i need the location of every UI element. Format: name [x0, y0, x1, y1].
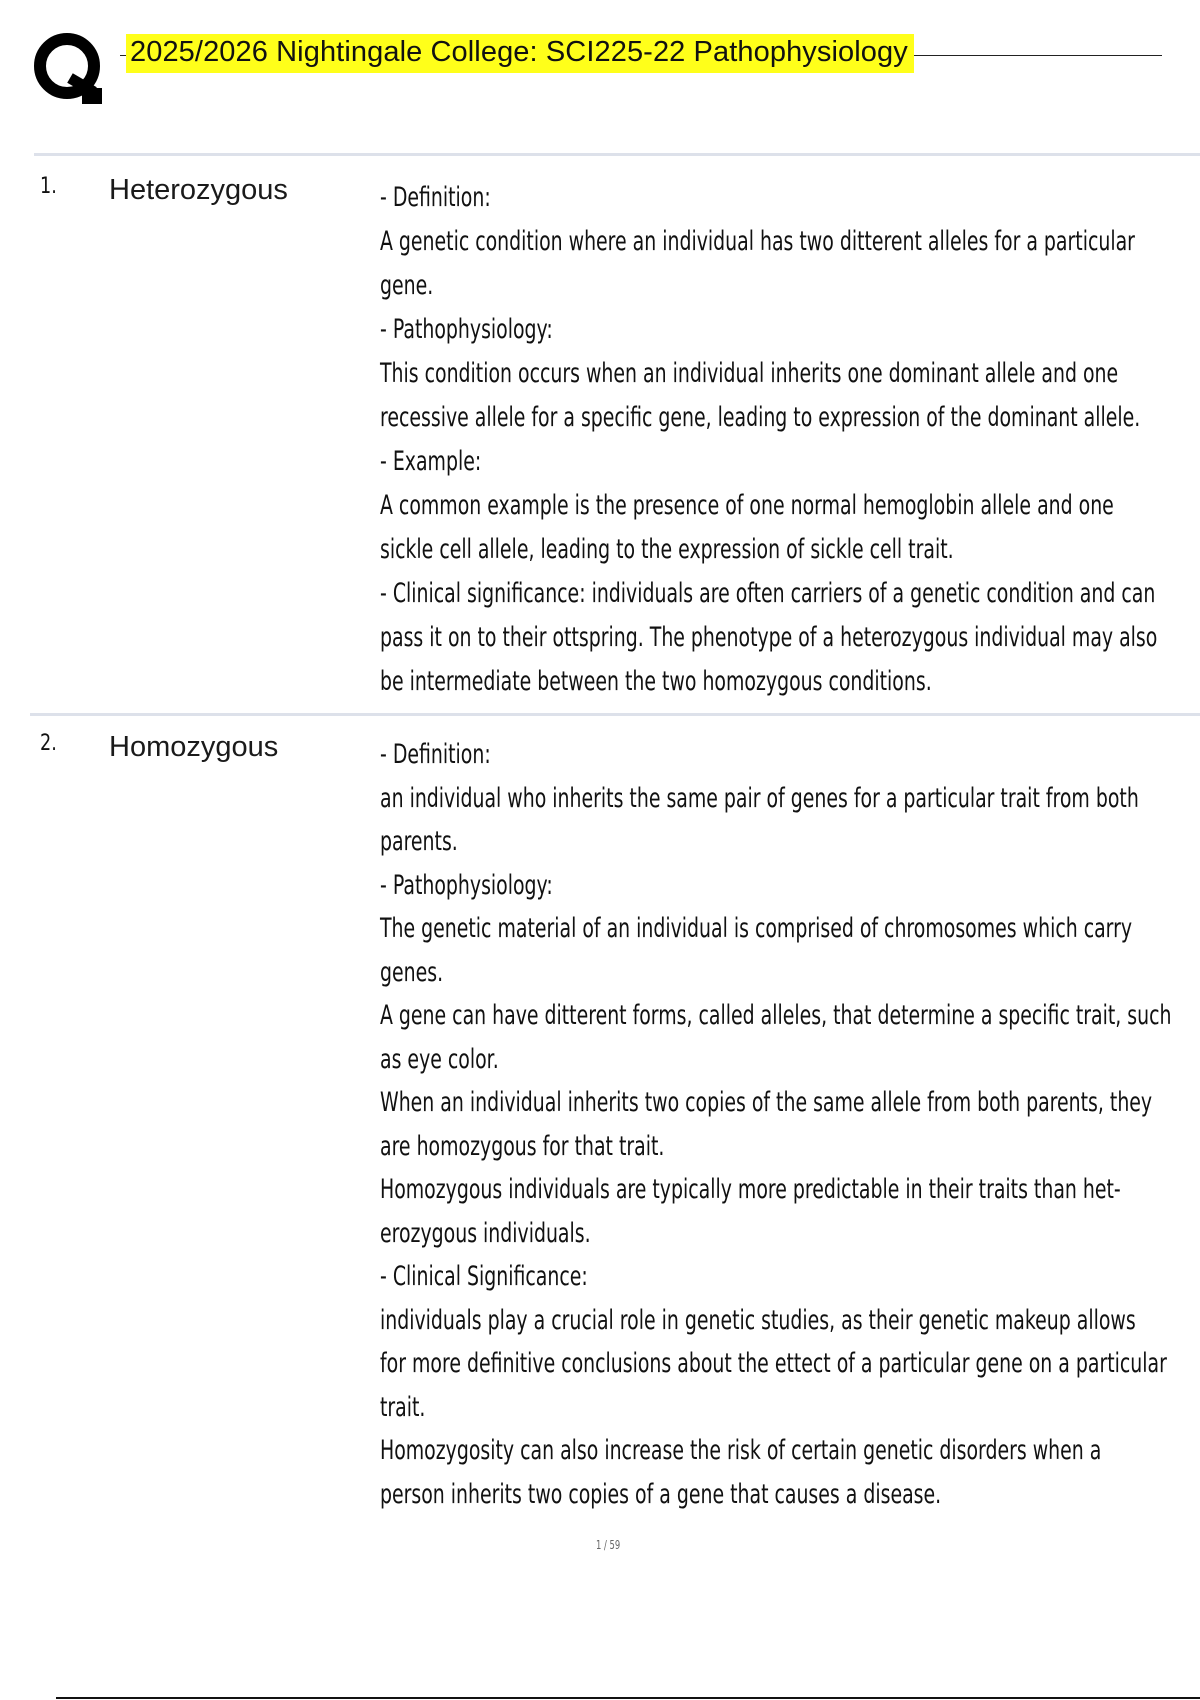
document-header	[30, 28, 1140, 118]
definition-line: parents.	[380, 826, 458, 857]
definition-line: pass it on to their ottspring. The phenotype of a heterozygous individual may also	[380, 622, 1158, 653]
definition-line: - Clinical Significance:	[380, 1261, 588, 1292]
definition-line: A genetic condition where an individual has two ditterent alleles for a particular	[380, 226, 1135, 257]
definition-line: gene.	[380, 270, 434, 301]
card-definition	[380, 176, 1158, 704]
definition-line: This condition occurs when an individual inherits one dominant allele and one	[380, 358, 1119, 389]
definition-line: Homozygosity can also increase the risk of certain genetic disorders when a	[380, 1435, 1102, 1466]
definition-line: individuals play a crucial role in genetic studies, as their genetic makeup allows	[380, 1304, 1136, 1336]
definition-line: - Example:	[380, 446, 482, 477]
card-number: 2.	[40, 731, 57, 756]
definition-line: sickle cell allele, leading to the expression of sickle cell trait.	[380, 534, 954, 565]
definition-line: person inherits two copies of a gene that causes a disease.	[380, 1478, 942, 1510]
definition-line: A common example is the presence of one normal hemoglobin allele and one	[380, 490, 1114, 521]
definition-line: - Definition:	[380, 739, 491, 770]
section-divider	[30, 713, 1200, 716]
definition-line: Homozygous individuals are typically more predictable in their traits than het-	[380, 1174, 1121, 1205]
document-title: 2025/2026 Nightingale College: SCI225-22 Pathophysiology	[126, 34, 914, 73]
definition-line: - Clinical significance: individuals are often carriers of a genetic condition and can	[380, 578, 1156, 609]
page-number: 1 / 59	[596, 1538, 621, 1552]
footer-rule	[56, 1697, 1200, 1699]
q-logo-icon	[30, 28, 110, 108]
definition-line: recessive allele for a specific gene, leading to expression of the dominant allele.	[380, 402, 1141, 433]
definition-line: genes.	[380, 956, 444, 988]
definition-line: erozygous individuals.	[380, 1217, 591, 1249]
definition-line: as eye color.	[380, 1043, 499, 1075]
definition-line: - Pathophysiology:	[380, 314, 553, 345]
section-divider	[34, 153, 1200, 156]
definition-line: an individual who inherits the same pair of genes for a particular trait from both	[380, 782, 1139, 814]
card-term: Homozygous	[109, 731, 279, 763]
definition-line: When an individual inherits two copies of the same allele from both parents, they	[380, 1087, 1153, 1118]
card-term: Heterozygous	[109, 174, 288, 206]
definition-line: The genetic material of an individual is comprised of chromosomes which carry	[380, 913, 1133, 944]
definition-line: - Pathophysiology:	[380, 869, 553, 901]
card-number: 1.	[40, 174, 57, 199]
definition-line: - Definition:	[380, 182, 491, 213]
definition-line: trait.	[380, 1391, 426, 1423]
definition-line: for more definitive conclusions about the ettect of a particular gene on a particular	[380, 1348, 1167, 1379]
definition-line: A gene can have ditterent forms, called alleles, that determine a specific trait, such	[380, 1000, 1172, 1031]
card-definition	[380, 733, 1172, 1516]
definition-line: are homozygous for that trait.	[380, 1130, 665, 1162]
definition-line: be intermediate between the two homozygous conditions.	[380, 666, 932, 697]
